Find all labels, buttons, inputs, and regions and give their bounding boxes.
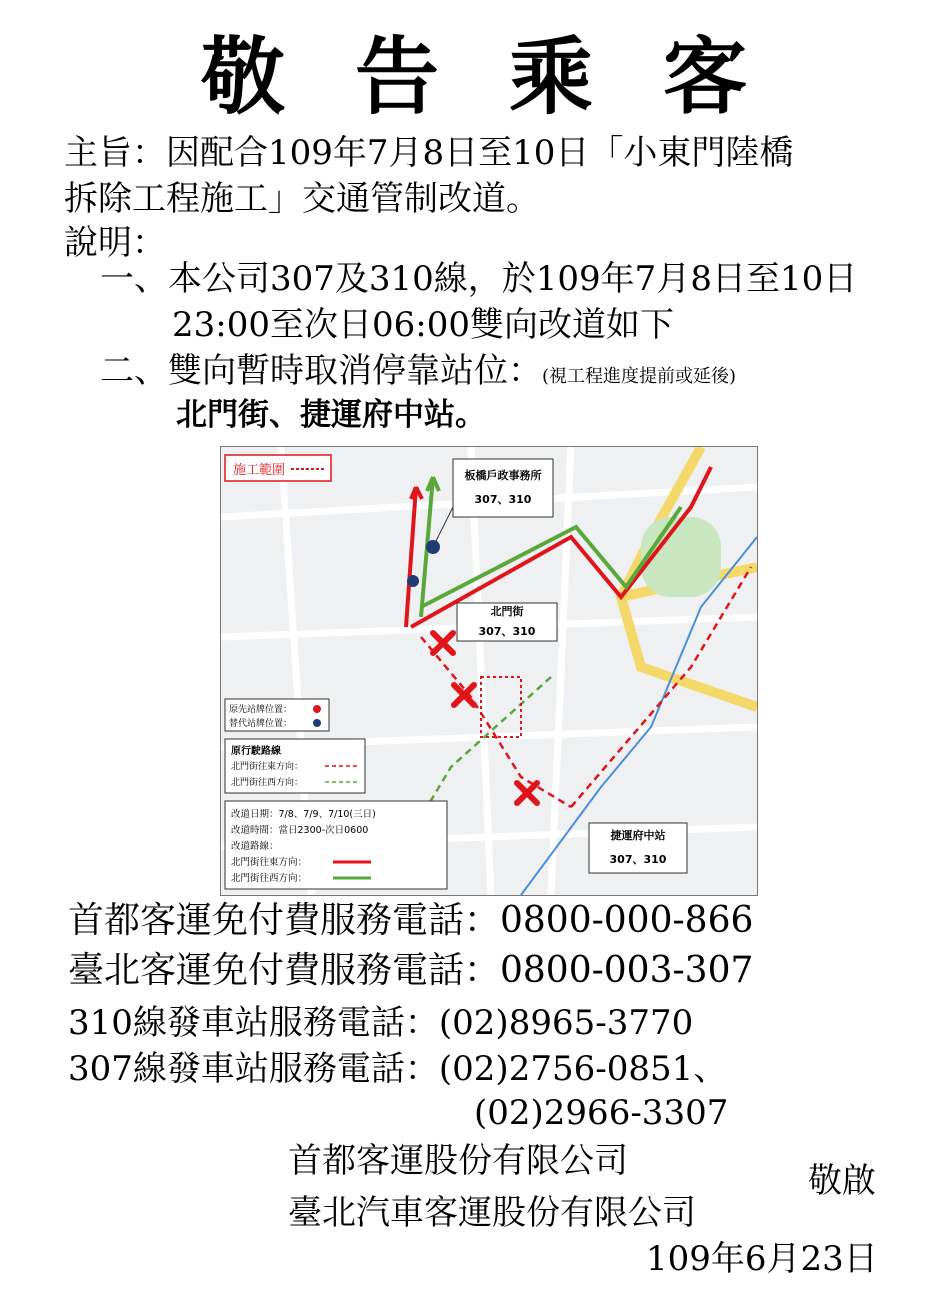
signature-company-1: 首都客運股份有限公司 [288,1141,628,1181]
replacement-stop-marker-2 [407,575,419,587]
stop-2-routes: 307、310 [478,625,536,638]
explanation-item-2-note: (視工程進度提前或延後) [542,366,737,387]
contact-line-1: 首都客運免付費服務電話：0800-000-866 [68,900,754,941]
subject-line-1: 主旨：因配合109年7月8日至10日「小東門陸橋 [64,133,794,173]
contact-line-3: 310線發車站服務電話：(02)8965-3770 [68,1003,694,1043]
legend-original-route-east: 北門街往東方向： [231,762,304,772]
contact-line-4: 307線發車站服務電話：(02)2756-0851、 [68,1049,728,1089]
legend-original-route-west: 北門街往西方向： [231,778,304,788]
original-route-east-2 [571,567,751,807]
detour-map-canvas [221,447,757,895]
detour-map [220,446,758,896]
stop-1-callout [453,459,553,517]
legend-detour-time: 改道時間：當日2300-次日0600 [231,825,369,836]
subject-line-2: 拆除工程施工」交通管制改道。 [64,179,540,219]
legend-original-stop-label: 原先站牌位置： [229,705,293,715]
contact-line-5: (02)2966-3307 [474,1093,729,1133]
explanation-item-1-line-2: 23:00至次日06:00雙向改道如下 [172,305,674,345]
stop-1-pointer [433,507,453,547]
legend-detour-west: 北門街往西方向： [231,873,308,884]
explanation-item-2-text: 二、雙向暫時取消停靠站位： [100,351,542,391]
explanation-item-2-line-2: 北門街、捷運府中站。 [176,397,486,433]
construction-legend-label: 施工範圍 [233,463,286,478]
explanation-label: 說明： [64,223,166,263]
legend-original-route-title: 原行駛路線 [231,746,281,757]
stop-2-name: 北門街 [490,605,524,618]
legend-original-stop-dot [313,705,321,713]
stop-3-name: 捷運府中站 [610,829,666,842]
legend-detour-route-label: 改道路線： [231,841,279,852]
signature-date: 109年6月23日 [646,1239,878,1279]
legend-detour-east: 北門街往東方向： [231,857,308,868]
signature-company-2: 臺北汽車客運股份有限公司 [288,1193,696,1233]
cancelled-stop-1-icon [433,633,453,653]
legend-detour-date: 改道日期：7/8、7/9、7/10(三日) [231,809,376,820]
page-title: 敬告乘客 [200,28,817,126]
explanation-item-1-line-1: 一、本公司307及310線，於109年7月8日至10日 [100,259,858,299]
contact-line-2: 臺北客運免付費服務電話：0800-003-307 [68,950,754,991]
legend-replacement-stop-label: 替代站牌位置： [229,719,293,729]
stop-1-name: 板橋戶政事務所 [464,469,542,482]
cancelled-stop-3-icon [517,783,537,803]
stop-1-routes: 307、310 [474,493,532,506]
signature-closing: 敬啟 [808,1161,876,1201]
stop-3-routes: 307、310 [609,853,667,866]
legend-replacement-stop-dot [313,719,321,727]
